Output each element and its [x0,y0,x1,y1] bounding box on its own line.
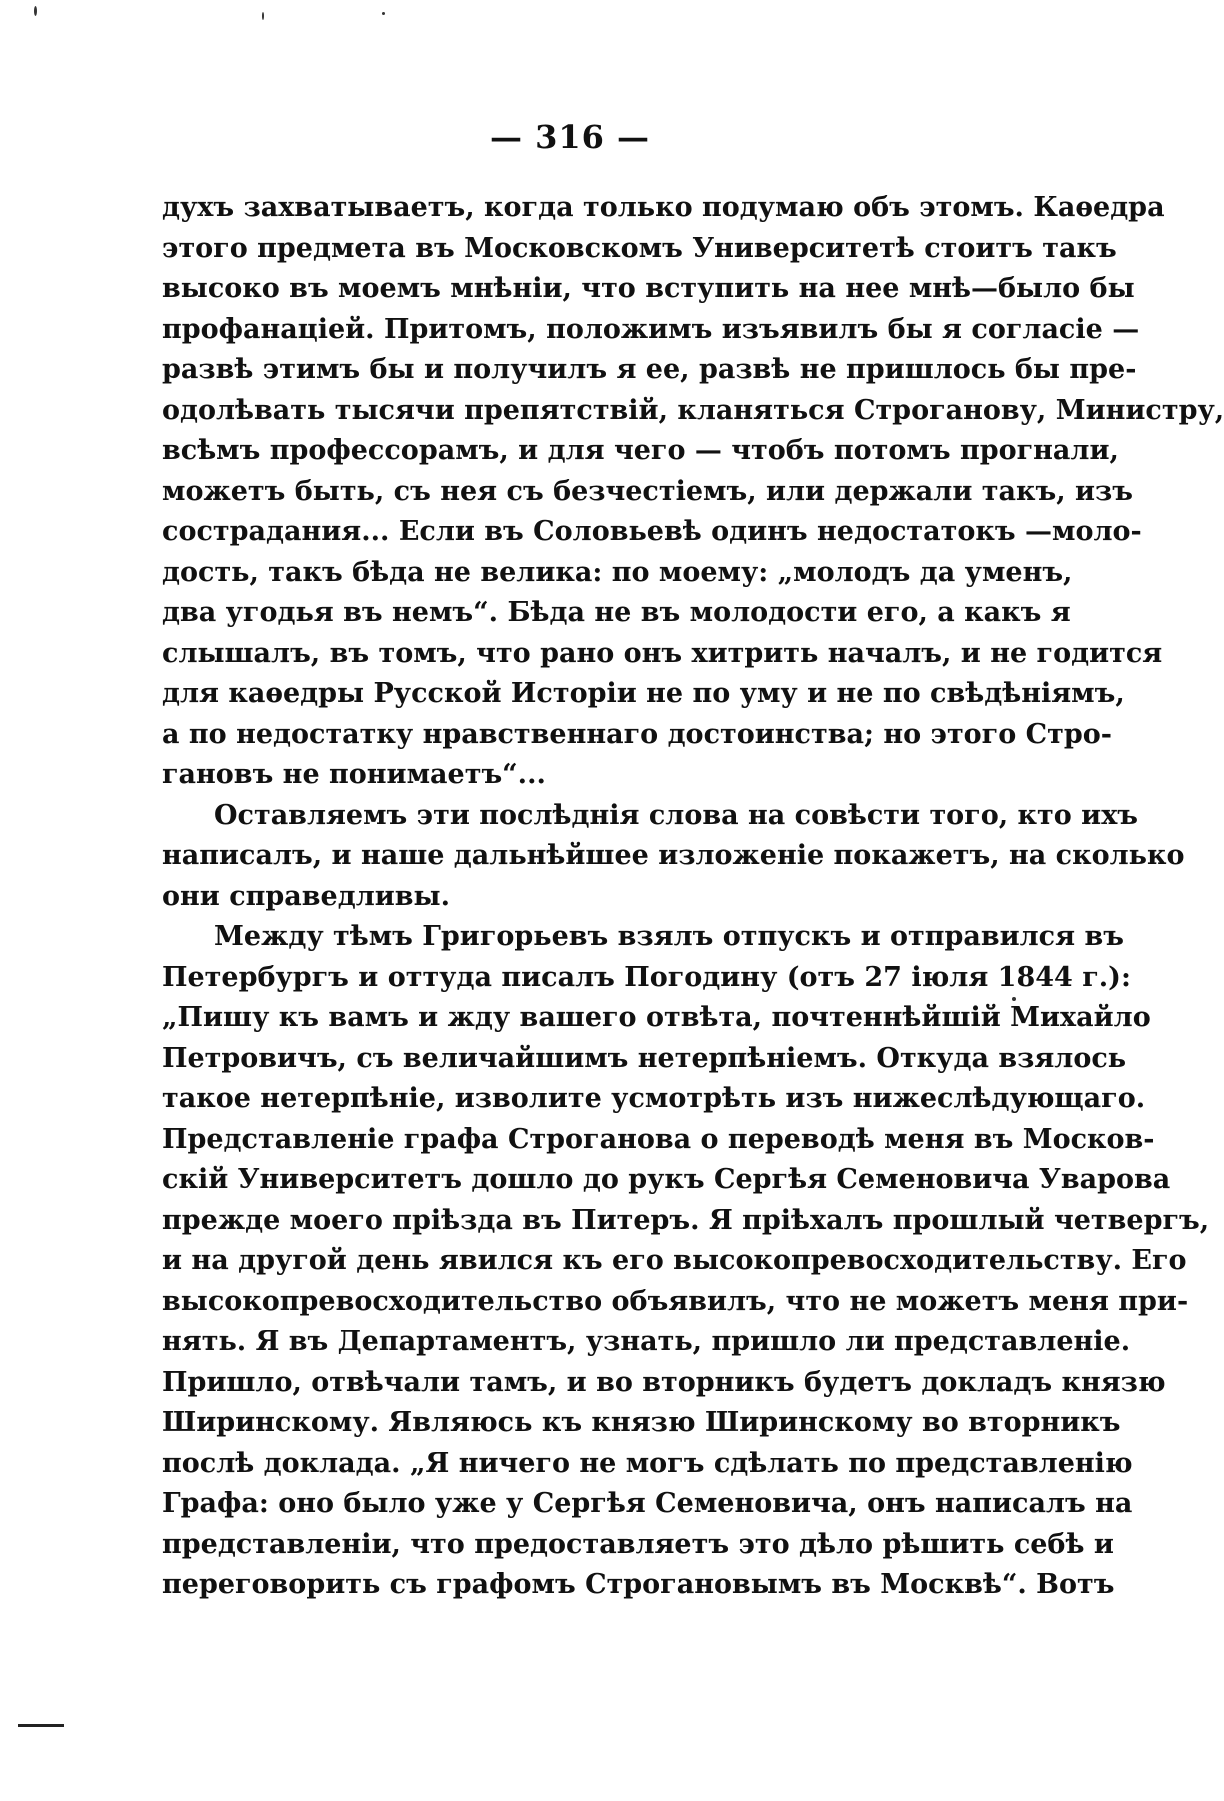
text-line: нять. Я въ Департаментъ, узнать, пришло ли представленіе. [162,1326,1131,1357]
text-line: духъ захватываетъ, когда только подумаю объ этомъ. Каѳедра [162,192,1165,223]
text-line: а по недостатку нравственнаго достоинства; но этого Стро- [162,718,1112,750]
scan-speck [1012,997,1016,1001]
text-line: всѣмъ профессорамъ, и для чего — чтобъ потомъ прогнали, [162,435,1119,466]
text-line: для каѳедры Русской Исторіи не по уму и не по свѣдѣніямъ, [162,678,1125,709]
body-text [162,188,1224,1606]
text-line: высоко въ моемъ мнѣніи, что вступить на нее мнѣ—было бы [162,273,1135,304]
text-line: Ширинскому. Являюсь къ князю Ширинскому во вторникъ [162,1407,1121,1438]
text-line: написалъ, и наше дальнѣйшее изложеніе покажетъ, на сколько [162,840,1185,871]
text-line: представленіи, что предоставляетъ это дѣло рѣшить себѣ и [162,1528,1114,1560]
text-line: слышалъ, въ томъ, что рано онъ хитрить началъ, и не годится [162,637,1163,669]
text-line: развѣ этимъ бы и получилъ я ее, развѣ не пришлось бы пре- [162,354,1137,385]
text-line: Между тѣмъ Григорьевъ взялъ отпускъ и отправился въ [214,921,1124,952]
scan-speck [382,12,385,15]
text-line: Пришло, отвѣчали тамъ, и во вторникъ будетъ докладъ князю [162,1366,1166,1398]
text-line: можетъ быть, съ нея съ безчестіемъ, или держали такъ, изъ [162,475,1133,507]
text-line: такое нетерпѣніе, изволите усмотрѣть изъ нижеслѣдующаго. [162,1083,1146,1114]
text-line: переговорить съ графомъ Строгановымъ въ Москвѣ“. Вотъ [162,1569,1115,1600]
scan-speck [262,12,264,20]
text-line: и на другой день явился къ его высокопревосходительству. Его [162,1245,1187,1276]
text-line: скій Университетъ дошло до рукъ Сергѣя Семеновича Уварова [162,1164,1171,1195]
text-line: этого предмета въ Московскомъ Университетѣ стоитъ такъ [162,232,1117,264]
text-line: дость, такъ бѣда не велика: по моему: „молодъ да уменъ, [162,556,1073,588]
page-number: — 316 — [489,118,651,156]
text-line: Оставляемъ эти послѣднія слова на совѣсти того, кто ихъ [214,799,1139,831]
text-line: высокопревосходительство объявилъ, что не можетъ меня при- [162,1285,1189,1317]
text-line: Петербургъ и оттуда писалъ Погодину (отъ 27 іюля 1844 г.): [162,961,1131,993]
text-line: „Пишу къ вамъ и жду вашего отвѣта, почтеннѣйшій Михайло [162,1002,1151,1033]
text-line: прежде моего пріѣзда въ Питеръ. Я пріѣхалъ прошлый четвергъ, [162,1204,1210,1236]
scan-speck [34,6,37,16]
text-line: одолѣвать тысячи препятствій, кланяться Строганову, Министру, [162,394,1224,426]
text-line: послѣ доклада. „Я ничего не могъ сдѣлать по представленію [162,1447,1133,1479]
text-line: они справедливы. [162,880,450,912]
margin-dash-mark [18,1724,64,1727]
text-line: Петровичъ, съ величайшимъ нетерпѣніемъ. Откуда взялось [162,1042,1127,1074]
text-line: сострадания... Если въ Соловьевѣ одинъ недостатокъ —моло- [162,516,1142,547]
text-line: гановъ не понимаетъ“... [162,759,546,790]
text-line: Представленіе графа Строганова о переводѣ меня въ Москов- [162,1123,1155,1155]
text-line: Графа: оно было уже у Сергѣя Семеновича, онъ написалъ на [162,1488,1133,1519]
text-line: два угодья въ немъ“. Бѣда не въ молодости его, а какъ я [162,597,1071,628]
text-line: профанаціей. Притомъ, положимъ изъявилъ бы я согласіе — [162,313,1140,345]
